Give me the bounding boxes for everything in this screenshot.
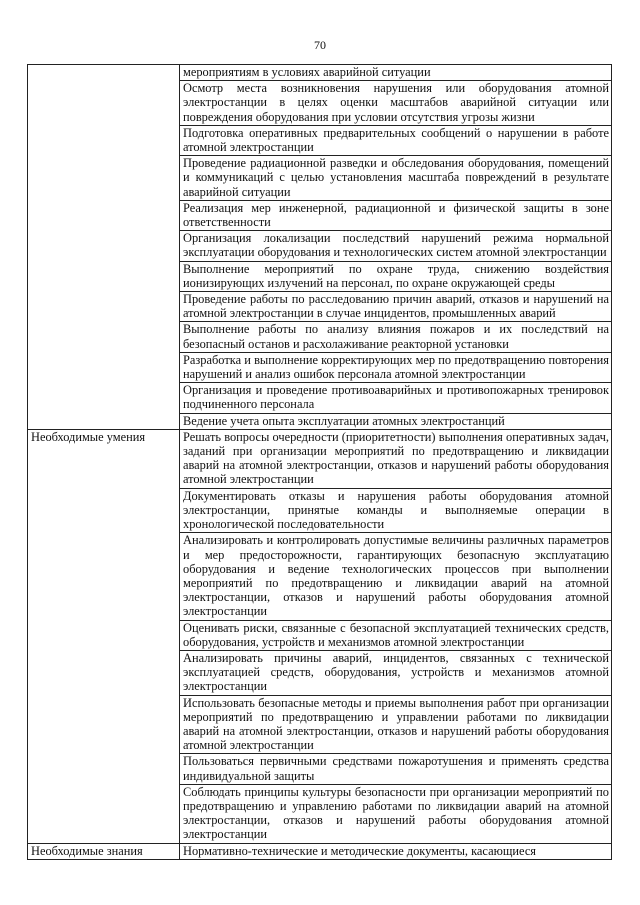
requirement-item: Анализировать причины аварий, инцидентов, связанных с технической эксплуатацией средств, оборудования, устройств и механизмов атомной электростанции <box>180 650 612 695</box>
requirement-item: Выполнение мероприятий по охране труда, снижению воздействия ионизирующих излучений на персонал, по охране окружающей среды <box>180 261 612 291</box>
requirement-item: Оценивать риски, связанные с безопасной эксплуатацией технических средств, оборудования, устройств и механизмов атомной электростанции <box>180 620 612 650</box>
competency-table <box>27 64 612 860</box>
section-label <box>28 65 180 430</box>
requirement-item: Организация и проведение противоаварийных и противопожарных тренировок подчиненного персонала <box>180 383 612 413</box>
requirement-item: Нормативно-технические и методические документы, касающиеся <box>180 843 612 859</box>
requirement-item: Осмотр места возникновения нарушения или оборудования атомной электростанции в целях оценки масштабов аварийной ситуации или повреждения оборудования при условии отсутствия угрозы жизни <box>180 81 612 126</box>
requirement-item: Ведение учета опыта эксплуатации атомных электростанций <box>180 413 612 429</box>
requirement-item: Разработка и выполнение корректирующих мер по предотвращению повторения нарушений и анализ ошибок персонала атомной электростанции <box>180 352 612 382</box>
table-row <box>28 65 612 81</box>
requirement-item: Реализация мер инженерной, радиационной и физической защиты в зоне ответственности <box>180 200 612 230</box>
table-body <box>28 65 612 860</box>
section-label: Необходимые знания <box>28 843 180 859</box>
requirement-item: Подготовка оперативных предварительных сообщений о нарушении в работе атомной электростанции <box>180 125 612 155</box>
page-number: 70 <box>314 38 326 52</box>
requirement-item: Проведение радиационной разведки и обследования оборудования, помещений и коммуникаций с целью установления масштаба повреждений в результате аварийной ситуации <box>180 156 612 201</box>
requirement-item: Соблюдать принципы культуры безопасности при организации мероприятий по предотвращению и управлению работами по ликвидации аварий на атомной электростанции, отказов и нарушений работы оборудования атомной электростанции <box>180 784 612 843</box>
requirement-item: Проведение работы по расследованию причин аварий, отказов и нарушений на атомной электростанции в случае инцидентов, промышленных аварий <box>180 292 612 322</box>
requirement-item: Организация локализации последствий нарушений режима нормальной эксплуатации оборудования и технологических систем атомной электростанции <box>180 231 612 261</box>
section-label: Необходимые умения <box>28 429 180 843</box>
table-row <box>28 843 612 859</box>
requirement-item: Документировать отказы и нарушения работы оборудования атомной электростанции, принятые команды и выполняемые операции в хронологической последовательности <box>180 488 612 533</box>
requirement-item: Анализировать и контролировать допустимые величины различных параметров и мер предосторожности, гарантирующих безопасную эксплуатацию оборудования и ведение технологических процессов при выполнении мероприятий по предотвращению и ликвидации аварий на атомной электростанции, отказов и нарушений работы оборудования атомной электростанции <box>180 533 612 620</box>
requirement-item: Пользоваться первичными средствами пожаротушения и применять средства индивидуальной защиты <box>180 754 612 784</box>
requirement-item: Решать вопросы очередности (приоритетности) выполнения оперативных задач, заданий при организации мероприятий по предотвращению и ликвидации аварий на атомной электростанции, отказов и нарушений работы оборудования атомной электростанции <box>180 429 612 488</box>
requirement-item: Выполнение работы по анализу влияния пожаров и их последствий на безопасный останов и расхолаживание реакторной установки <box>180 322 612 352</box>
requirement-item: мероприятиям в условиях аварийной ситуации <box>180 65 612 81</box>
requirement-item: Использовать безопасные методы и приемы выполнения работ при организации мероприятий по предотвращению и управлении работами по ликвидации аварий на атомной электростанции, отказов и нарушений работы оборудования атомной электростанции <box>180 695 612 754</box>
table-row <box>28 429 612 488</box>
